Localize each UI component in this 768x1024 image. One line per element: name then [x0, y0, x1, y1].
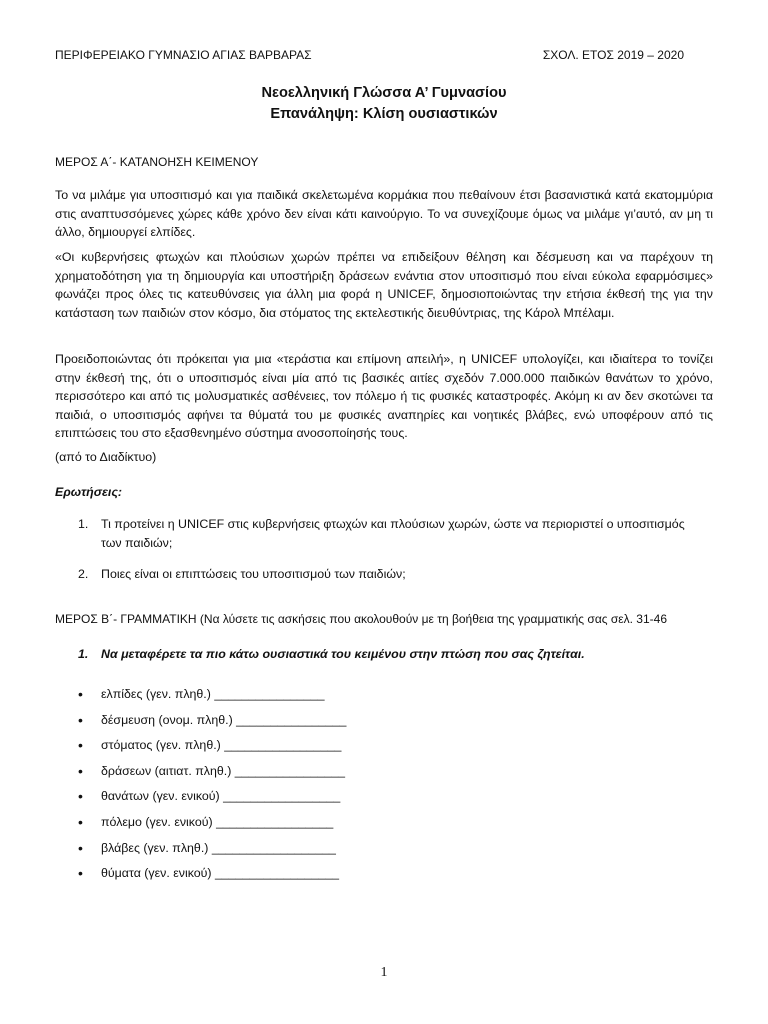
- document-title: [0, 83, 768, 125]
- question-text: Ποιες είναι οι επιπτώσεις του υποσιτισμού των παιδιών;: [101, 567, 406, 581]
- section-a-heading: ΜΕΡΟΣ Α΄- ΚΑΤΑΝΟΗΣΗ ΚΕΙΜΕΝΟΥ: [55, 155, 259, 169]
- page-header: [55, 48, 684, 62]
- question-number: 1.: [78, 517, 89, 531]
- bullet: •: [78, 865, 83, 882]
- word-item: βλάβες (γεν. πληθ.) __________________: [101, 840, 336, 855]
- text-source: (από το Διαδίκτυο): [55, 450, 157, 464]
- word-item: πόλεμο (γεν. ενικού) _________________: [101, 814, 334, 829]
- text-paragraph-2: «Οι κυβερνήσεις φτωχών και πλούσιων χωρών πρέπει να επιδείξουν θέληση και δέσμευση και να παρέχουν τη χρηματοδότηση για τη δημιουργία και υποστήριξη δράσεων ενάντια στον υποσιτισμό που είναι εύκολα εφαρμόσιμες» φωνάζει προς όλες τις κατευθύνσεις για άλλη μια φορά η UNICEF, δημοσιοποιώντας την ετήσια έκθεσή της για την κατάσταση των παιδιών στον κόσμο, δια στόματος της εκτελεστικής διευθύντριας, της Κάρολ Μπέλαμι.: [55, 250, 713, 320]
- exercise-instruction: Να μεταφέρετε τα πιο κάτω ουσιαστικά του κειμένου στην πτώση που σας ζητείται.: [101, 647, 585, 661]
- word-item: δράσεων (αιτιατ. πληθ.) ________________: [101, 763, 346, 778]
- question-text: Τι προτείνει η UNICEF στις κυβερνήσεις φτωχών και πλούσιων χωρών, ώστε να περιοριστεί ο υποσιτισμός των παιδιών;: [101, 517, 685, 550]
- word-item: στόματος (γεν. πληθ.) _________________: [101, 738, 342, 753]
- title-line-2: Επανάληψη: Κλίση ουσιαστικών: [270, 106, 498, 122]
- word-item: θανάτων (γεν. ενικού) _________________: [101, 789, 341, 804]
- bullet: •: [78, 788, 83, 805]
- school-name: ΠΕΡΙΦΕΡΕΙΑΚΟ ΓΥΜΝΑΣΙΟ ΑΓΙΑΣ ΒΑΡΒΑΡΑΣ: [55, 48, 312, 62]
- bullet: •: [78, 813, 83, 830]
- question-number: 2.: [78, 567, 89, 581]
- text-paragraph-1: Το να μιλάμε για υποσιτισμό και για παιδικά σκελετωμένα κορμάκια που πεθαίνουν έτσι βασανιστικά κατά εκατομμύρια στις αναπτυσσόμενες χώρες κάθε χρόνο δεν είναι κάτι καινούργιο. Το να συνεχίζουμε όμως να μιλάμε γι’αυτό, αν μη τι άλλο, δημιουργεί ελπίδες.: [55, 188, 713, 239]
- bullet: •: [78, 686, 83, 702]
- questions-heading: Ερωτήσεις:: [55, 485, 123, 499]
- bullet: •: [78, 737, 83, 754]
- title-line-1: Νεοελληνική Γλώσσα Α’ Γυμνασίου: [261, 85, 507, 101]
- text-paragraph-3: Προειδοποιώντας ότι πρόκειται για μια «τεράστια και επίμονη απειλή», η UNICEF υπολογίζει, και ιδιαίτερα το τονίζει στην έκθεσή της, ότι ο υποσιτισμός είναι μία από τις βασικές αιτίες σχεδόν 7.000.000 παιδικών θανάτων το χρόνο, περισσότερο και από τις μολυσματικές ασθένειες, τον πόλεμο ή τις φυσικές καταστροφές. Ακόμη κι αν δεν σκοτώνει τα παιδιά, ο υποσιτισμός αφήνει τα θύματά του με φυσικές αναπηρίες και νοητικές βλάβες, ενώ υποφέρουν από τις επιπτώσεις του στο εξασθενημένο σύστημα ανοσοποίησής τους.: [55, 352, 713, 440]
- bullet: •: [78, 711, 83, 728]
- exercise-number: 1.: [78, 647, 89, 661]
- bullet: •: [78, 839, 83, 856]
- section-b-heading: ΜΕΡΟΣ Β΄- ΓΡΑΜΜΑΤΙΚΗ (Να λύσετε τις ασκήσεις που ακολουθούν με τη βοήθεια της γραμματικής σας σελ. 31-46: [55, 612, 667, 626]
- word-item: ελπίδες (γεν. πληθ.) ________________: [101, 687, 325, 701]
- bullet: •: [78, 762, 83, 779]
- word-item: θύματα (γεν. ενικού) __________________: [101, 866, 340, 881]
- page-number: 1: [380, 965, 388, 980]
- word-item: δέσμευση (ονομ. πληθ.) ________________: [101, 712, 347, 727]
- school-year: ΣΧΟΛ. ΕΤΟΣ 2019 – 2020: [542, 48, 684, 62]
